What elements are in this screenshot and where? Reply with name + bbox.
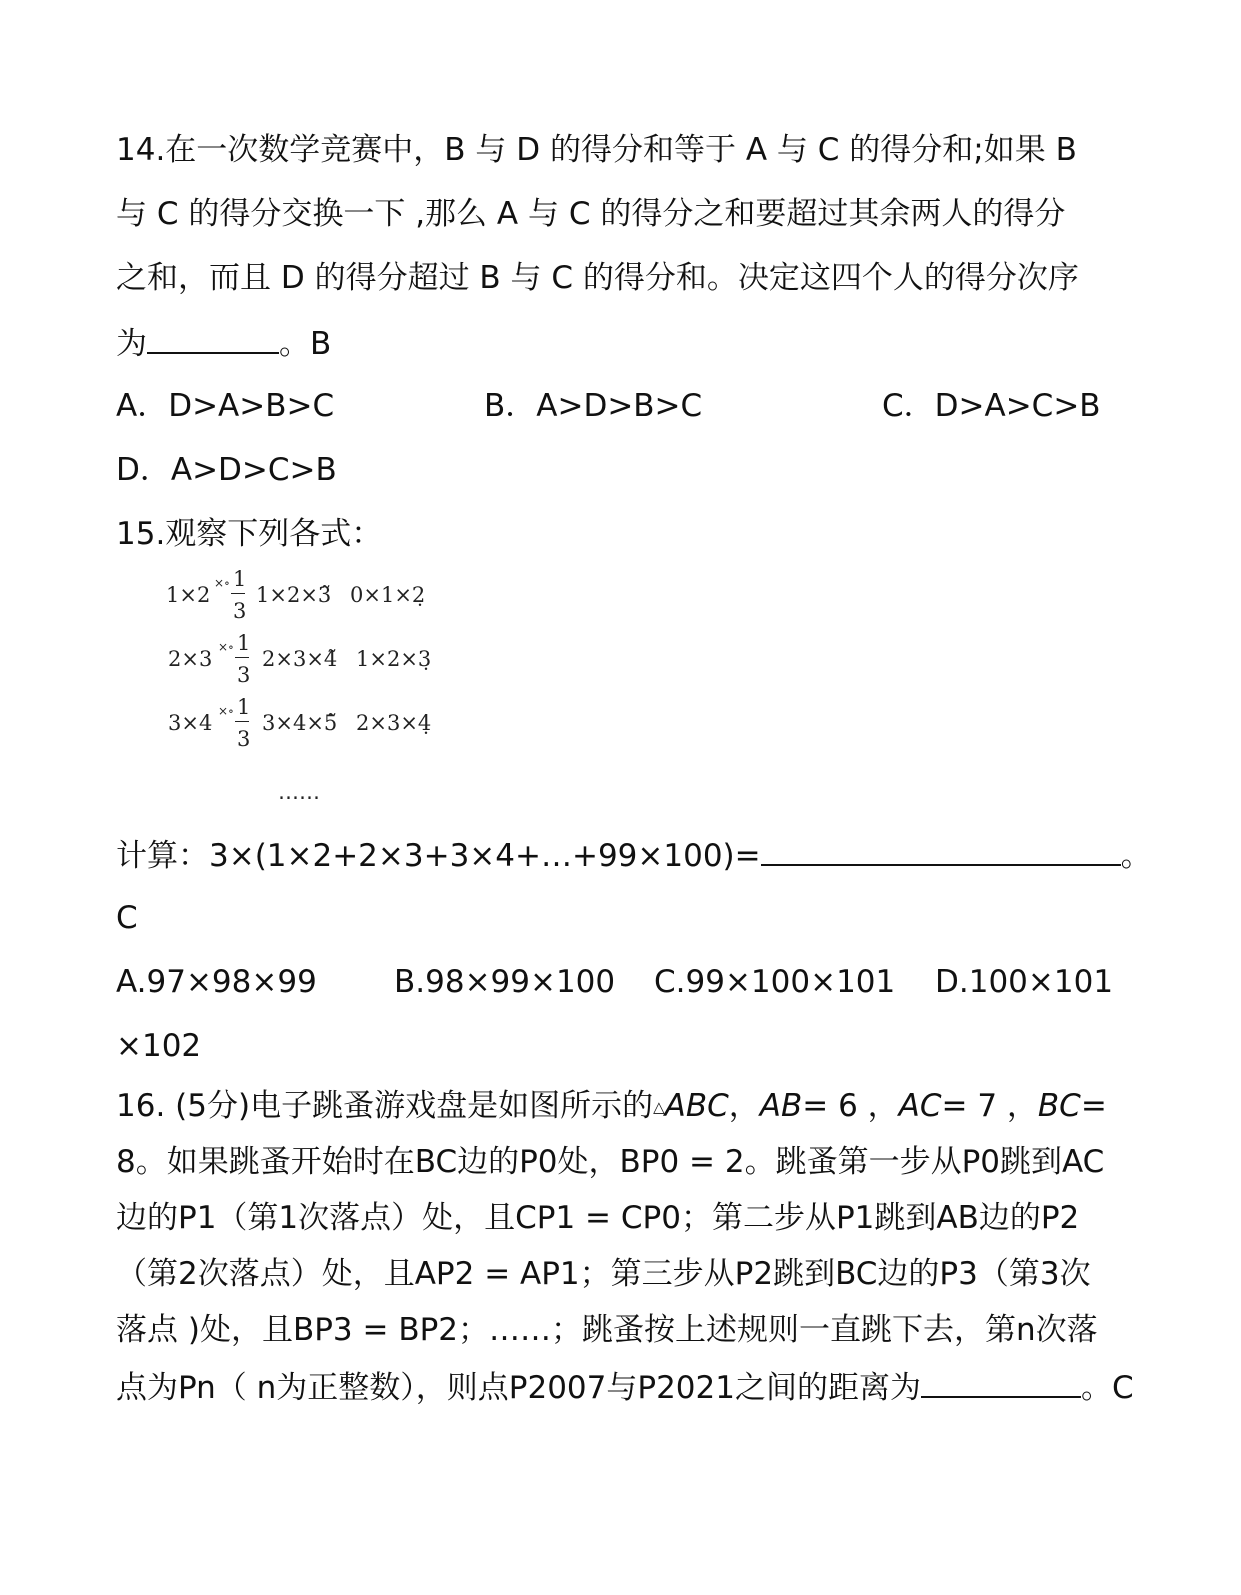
formula-row-2-mid: 2×3×4̃ bbox=[262, 647, 338, 671]
q16-line-5: 落点 )处，且BP3 = BP2；……；跳蚤按上述规则一直跳下去，第n次落 bbox=[116, 1312, 1098, 1348]
q14-option-a: A．D>A>B>C bbox=[116, 388, 335, 424]
formula-row-1-frac-num: 1 bbox=[233, 567, 247, 591]
q16-line-4: （第2次落点）处，且AP2 = AP1；第三步从P2跳到BC边的P3（第3次 bbox=[116, 1256, 1091, 1292]
formula-row-2-frac-num: 1 bbox=[237, 631, 251, 655]
formula-row-3-left: 3×4 bbox=[168, 711, 213, 735]
formula-row-2-left: 2×3 bbox=[168, 647, 213, 671]
q14-line-2: 与 C 的得分交换一下 ,那么 A 与 C 的得分之和要超过其余两人的得分 bbox=[116, 196, 1066, 232]
answer-blank[interactable] bbox=[761, 834, 1121, 866]
q16-l1-d: AB bbox=[759, 1088, 803, 1124]
formula-row-1-mid: 1×2×3̃ bbox=[256, 583, 332, 607]
formula-row-1-frac-den: 3 bbox=[233, 599, 247, 623]
formula-row-1-frac-bar bbox=[231, 593, 245, 594]
formula-row-1-mark: ×∘ bbox=[214, 576, 230, 590]
answer-blank[interactable] bbox=[921, 1366, 1081, 1398]
q14-line-3: 之和，而且 D 的得分超过 B 与 C 的得分和。决定这四个人的得分次序 bbox=[116, 260, 1079, 296]
answer-blank[interactable] bbox=[147, 322, 279, 354]
q16-line-1 bbox=[116, 1086, 1107, 1127]
q15-option-d: D.100×101 bbox=[935, 964, 1114, 1000]
q15-intro: 15.观察下列各式： bbox=[116, 516, 383, 552]
q14-line-4-suffix: 。B bbox=[279, 326, 332, 362]
formula-row-3-right: 2×3×4̣ bbox=[356, 711, 432, 735]
formula-ellipsis: …… bbox=[278, 780, 320, 804]
formula-row-3-mark: ×∘ bbox=[218, 704, 234, 718]
q16-l6-text: 点为Pn（ n为正整数），则点P2007与P2021之间的距离为 bbox=[116, 1370, 921, 1406]
q16-line-3: 边的P1（第1次落点）处，且CP1 = CP0；第二步从P1跳到AB边的P2 bbox=[116, 1200, 1080, 1236]
q14-line-4-prefix: 为 bbox=[116, 326, 147, 362]
q14-line-4 bbox=[116, 322, 331, 364]
q16-l1-b: ABC bbox=[664, 1088, 729, 1124]
q15-compute-line bbox=[116, 834, 1152, 876]
formula-row-1-left: 1×2 bbox=[166, 583, 211, 607]
q16-line-2: 8。如果跳蚤开始时在BC边的P0处，BP0 = 2。跳蚤第一步从P0跳到AC bbox=[116, 1144, 1105, 1180]
q15-compute-suffix: 。 bbox=[1120, 838, 1152, 874]
q14-line-1: 14.在一次数学竞赛中，B 与 D 的得分和等于 A 与 C 的得分和;如果 B bbox=[116, 132, 1077, 168]
formula-row-3-mid: 3×4×5̃ bbox=[262, 711, 338, 735]
q14-option-c: C．D>A>C>B bbox=[882, 388, 1101, 424]
q16-l6-suffix: 。C bbox=[1080, 1370, 1134, 1406]
formula-row-1-right: 0×1×2̣ bbox=[350, 583, 426, 607]
formula-row-2-right: 1×2×3̣ bbox=[356, 647, 432, 671]
q15-option-a: A.97×98×99 bbox=[116, 964, 317, 1000]
q15-compute-prefix: 计算：3×(1×2+2×3+3×4+…+99×100)= bbox=[116, 838, 761, 874]
q16-l1-g: = 7 ， bbox=[941, 1088, 1038, 1124]
formula-row-3-frac-num: 1 bbox=[237, 695, 251, 719]
formula-row-2-frac-bar bbox=[235, 657, 249, 658]
formula-row-3-frac-bar bbox=[235, 721, 249, 722]
formula-row-2-frac-den: 3 bbox=[237, 663, 251, 687]
q15-answer: C bbox=[116, 900, 138, 936]
q16-l1-h: BC bbox=[1037, 1088, 1081, 1124]
q15-option-c: C.99×100×101 bbox=[654, 964, 896, 1000]
q16-l1-e: = 6 ， bbox=[802, 1088, 899, 1124]
q15-option-b: B.98×99×100 bbox=[394, 964, 616, 1000]
q16-l1-f: AC bbox=[898, 1088, 942, 1124]
q16-l1-a: 16. (5分)电子跳蚤游戏盘是如图所示的 bbox=[116, 1088, 654, 1124]
formula-row-2-mark: ×∘ bbox=[218, 640, 234, 654]
q16-l1-i: = bbox=[1080, 1088, 1107, 1124]
triangle-icon: △ bbox=[653, 1098, 665, 1116]
q14-option-d: D．A>D>C>B bbox=[116, 452, 337, 488]
q16-line-6 bbox=[116, 1366, 1134, 1408]
q14-option-b: B．A>D>B>C bbox=[484, 388, 703, 424]
formula-row-3-frac-den: 3 bbox=[237, 727, 251, 751]
q16-l1-c: ， bbox=[728, 1088, 760, 1124]
q15-option-tail: ×102 bbox=[116, 1028, 202, 1064]
